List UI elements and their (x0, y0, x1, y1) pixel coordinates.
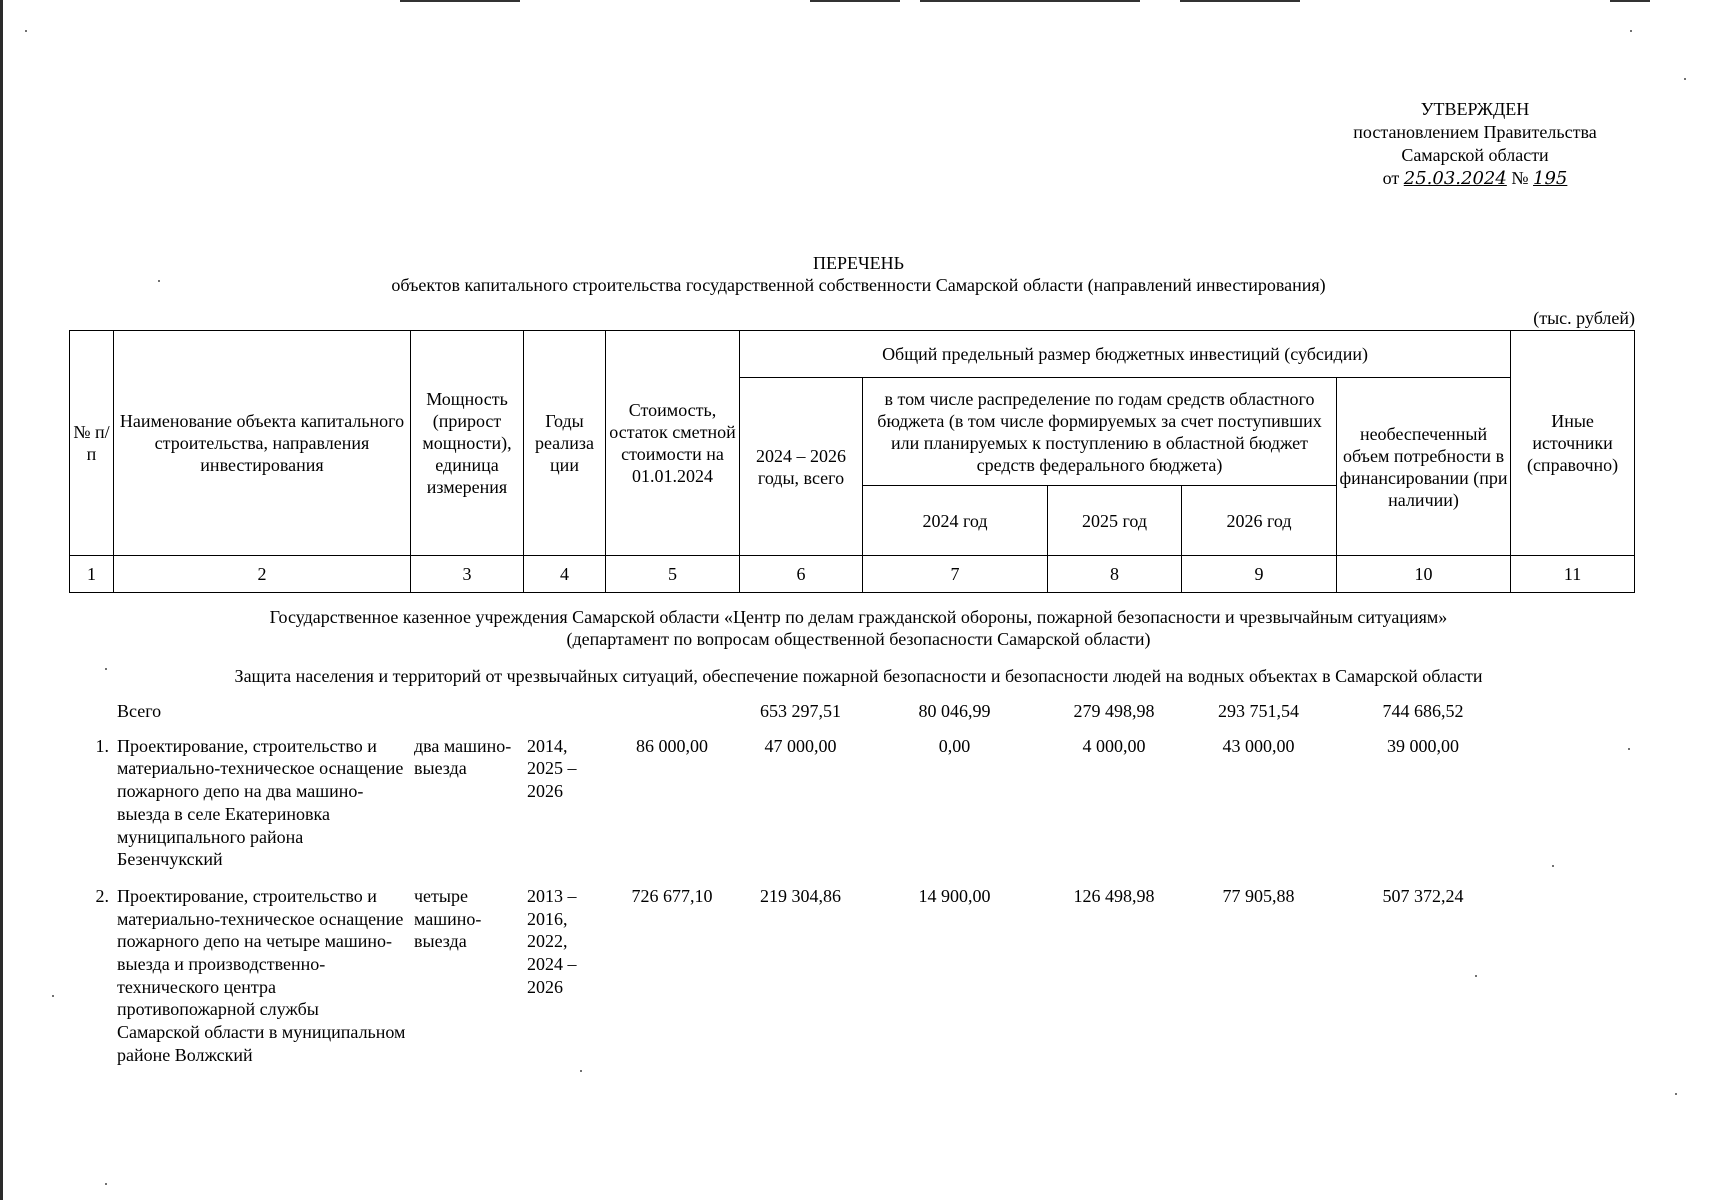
table-row (69, 735, 1634, 885)
scan-line (1180, 0, 1300, 2)
row-cost: 726 677,10 (631, 885, 713, 906)
header-total-2024-2026: 2024 – 2026 годы, всего (740, 378, 863, 556)
scan-speck (25, 30, 27, 32)
scan-speck (1675, 1093, 1677, 1095)
table-row (69, 885, 1634, 1067)
organization-line1: Государственное казенное учреждения Самарской области «Центр по делам гражданской обороны, пожарной безопасности и чрезвычайным ситуациям» (269, 607, 1448, 627)
total-label: Всего (117, 701, 162, 721)
total-2026: 293 751,54 (1218, 701, 1299, 721)
scan-speck (1684, 78, 1686, 80)
scan-speck (105, 668, 107, 670)
header-cost: Стоимость, остаток сметной стоимости на 01.01.2024 (606, 331, 740, 556)
column-number: 10 (1337, 556, 1511, 593)
row-name: Проектирование, строительство и материально-техническое оснащение пожарного депо на два машино-выезда в селе Екатериновка муниципального района Безенчукский (117, 735, 404, 870)
header-years: Годы реализа ции (524, 331, 606, 556)
header-budget-group: Общий предельный размер бюджетных инвестиций (субсидии) (740, 331, 1511, 378)
scan-speck (1552, 865, 1554, 867)
row-2024-2026: 47 000,00 (764, 735, 837, 756)
units-label: (тыс. рублей) (1533, 308, 1635, 328)
column-number: 7 (863, 556, 1048, 593)
title-main: ПЕРЕЧЕНЬ (812, 253, 905, 273)
scan-speck (1475, 975, 1477, 977)
row-unsecured: 39 000,00 (1387, 735, 1459, 756)
row-unsecured: 507 372,24 (1382, 885, 1464, 906)
column-number: 8 (1048, 556, 1182, 593)
scan-speck (1630, 30, 1632, 32)
organization-line2: (департамент по вопросам общественной безопасности Самарской области) (566, 629, 1151, 649)
header-year-2026: 2026 год (1182, 486, 1337, 556)
row-2026: 77 905,88 (1222, 885, 1295, 906)
scan-speck (1628, 748, 1630, 750)
approval-stamp (1325, 98, 1625, 190)
header-num: № п/п (70, 331, 114, 556)
scan-line (810, 0, 900, 2)
row-number: 1. (95, 735, 109, 756)
title-sub: объектов капитального строительства государственной собственности Самарской области (направлений инвестирования) (391, 275, 1326, 295)
approval-number-label: № (1511, 168, 1529, 188)
approval-line1: УТВЕРЖДЕН (1420, 99, 1530, 119)
scan-line (920, 0, 1140, 2)
column-number: 4 (524, 556, 606, 593)
total-2024-2026: 653 297,51 (760, 701, 841, 721)
approval-from-label: от (1382, 168, 1400, 188)
scan-line (1610, 0, 1650, 2)
column-number: 3 (411, 556, 524, 593)
approval-date: 25.03.2024 (1403, 168, 1507, 189)
row-2025: 4 000,00 (1082, 735, 1146, 756)
row-2024-2026: 219 304,86 (760, 885, 841, 906)
header-unsecured: необеспеченный объем потребности в финансировании (при наличии) (1337, 378, 1511, 556)
column-number: 6 (740, 556, 863, 593)
scan-line (400, 0, 520, 2)
total-2024: 80 046,99 (918, 701, 991, 721)
document-title (0, 252, 1717, 296)
scan-speck (158, 280, 160, 282)
total-row (69, 700, 1634, 735)
header-distribution: в том числе распределение по годам средств областного бюджета (в том числе формируемых за счет поступивших или планируемых к поступлению в областной бюджет средств федерального бюджета) (863, 378, 1337, 486)
row-years: 2013 – 2016, 2022, 2024 – 2026 (527, 885, 577, 997)
column-number: 11 (1511, 556, 1635, 593)
row-2026: 43 000,00 (1222, 735, 1295, 756)
header-year-2025: 2025 год (1048, 486, 1182, 556)
column-number: 1 (70, 556, 114, 593)
scan-edge (0, 0, 3, 1200)
column-number: 2 (114, 556, 411, 593)
row-2024: 0,00 (938, 735, 971, 756)
row-years: 2014, 2025 – 2026 (527, 735, 577, 802)
data-table (69, 700, 1634, 1067)
header-capacity: Мощность (прирост мощности), единица измерения (411, 331, 524, 556)
organization-heading (0, 606, 1717, 650)
scan-speck (580, 1070, 582, 1072)
program-heading: Защита населения и территорий от чрезвычайных ситуаций, обеспечение пожарной безопасности и безопасности людей на водных объектах в Самарской области (234, 666, 1483, 686)
header-name: Наименование объекта капитального строительства, направления инвестирования (114, 331, 411, 556)
row-2025: 126 498,98 (1073, 885, 1155, 906)
header-year-2024: 2024 год (863, 486, 1048, 556)
column-number: 5 (606, 556, 740, 593)
approval-number: 195 (1533, 168, 1568, 189)
header-other-sources: Иные источники (справочно) (1511, 331, 1635, 556)
row-number: 2. (95, 885, 109, 906)
row-capacity: четыре машино-выезда (414, 885, 482, 952)
row-2024: 14 900,00 (918, 885, 991, 906)
approval-line2: постановлением Правительства (1353, 122, 1597, 142)
row-cost: 86 000,00 (636, 735, 708, 756)
scan-speck (52, 995, 54, 997)
row-name: Проектирование, строительство и материально-техническое оснащение пожарного депо на четыре машино-выезда и производственно-технического центра противопожарной службы Самарской области в муниципальном районе Волжский (117, 885, 406, 1065)
approval-line3: Самарской области (1401, 145, 1549, 165)
row-capacity: два машино-выезда (414, 735, 512, 779)
scan-speck (105, 1183, 107, 1185)
approval-date-line (1325, 167, 1625, 190)
total-unsecured: 744 686,52 (1382, 701, 1464, 721)
column-number: 9 (1182, 556, 1337, 593)
header-table (69, 330, 1635, 593)
total-2025: 279 498,98 (1073, 701, 1155, 721)
